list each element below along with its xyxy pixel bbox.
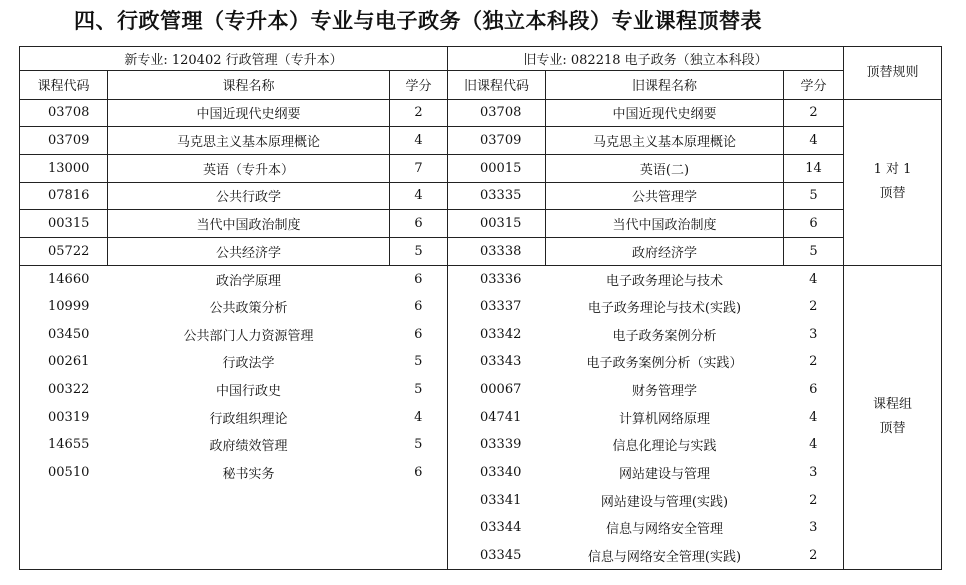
new-course-name: 公共部门人力资源管理 [183,328,314,344]
old-course-credit: 14 [784,154,844,182]
old-course-code: 03344 [448,514,546,542]
old-course-code: 03337 [448,293,546,321]
col-header-new-name: 课程名称 [108,71,390,99]
new-course-credit: 6 [414,326,423,342]
old-course-code: 03709 [448,127,546,155]
new-course-credit: 6 [390,265,448,293]
old-course-code: 03341 [448,486,546,514]
old-course-name: 信息与网络安全管理(实践) [546,542,784,570]
old-course-name: 当代中国政治制度 [546,210,784,238]
new-course-name: 行政法学 [222,356,275,372]
new-course-credit: 4 [414,409,423,425]
old-course-name: 马克思主义基本原理概论 [546,127,784,155]
old-course-credit: 5 [784,237,844,265]
empty-cell [108,542,390,570]
rule-course-group [844,265,942,569]
rule-text: 顶替 [879,186,906,202]
new-course-code: 00315 [20,210,108,238]
new-major-header: 新专业: 120402 行政管理（专升本） [20,47,448,71]
old-course-code: 03345 [448,542,546,570]
new-course-name: 政府绩效管理 [209,439,288,455]
old-course-credit: 6 [784,376,844,404]
new-course-name: 中国行政史 [215,384,281,400]
table-row [20,154,942,182]
table-row [20,127,942,155]
table-row [20,99,942,127]
old-major-header: 旧专业: 082218 电子政务（独立本科段） [448,47,844,71]
empty-cell [390,514,448,542]
new-course-code: 14655 [20,431,108,459]
table-row [20,237,942,265]
col-header-old-code: 旧课程代码 [448,71,546,99]
table-row [20,293,942,321]
old-course-credit: 3 [784,320,844,348]
new-course-credit: 5 [390,237,448,265]
old-course-code: 00315 [448,210,546,238]
new-course-name: 公共经济学 [108,237,390,265]
old-course-name: 政府经济学 [546,237,784,265]
empty-cell [20,514,108,542]
new-course-credit: 6 [414,299,423,315]
old-course-name: 英语(二) [546,154,784,182]
new-course-code: 00319 [20,403,108,431]
new-course-name: 中国近现代史纲要 [108,99,390,127]
new-course-code: 00322 [20,376,108,404]
col-header-old-name: 旧课程名称 [546,71,784,99]
old-course-credit: 3 [784,514,844,542]
new-course-credit: 5 [414,437,423,453]
new-course-code: 00510 [20,459,108,487]
old-course-credit: 4 [784,431,844,459]
table-row [20,514,942,542]
old-course-name: 信息化理论与实践 [612,439,717,455]
new-course-code: 03709 [20,127,108,155]
empty-cell [390,542,448,570]
old-course-code: 03336 [448,265,546,293]
new-course-code: 05722 [20,237,108,265]
table-row [20,542,942,570]
old-course-code: 03339 [448,431,546,459]
old-course-name: 中国近现代史纲要 [546,99,784,127]
new-course-credit: 5 [414,354,423,370]
table-row [20,210,942,238]
new-course-credit: 4 [390,182,448,210]
course-replacement-table [19,46,942,570]
old-course-credit: 2 [784,348,844,376]
rule-header: 顶替规则 [844,47,942,100]
new-course-credit: 7 [390,154,448,182]
old-course-code: 03708 [448,99,546,127]
empty-cell [108,486,390,514]
new-course-code: 03708 [20,99,108,127]
old-course-credit: 2 [784,542,844,570]
old-course-code: 03342 [448,320,546,348]
new-course-name: 行政组织理论 [209,411,288,427]
old-course-credit: 4 [784,403,844,431]
col-header-old-credit: 学分 [784,71,844,99]
new-course-code: 13000 [20,154,108,182]
new-course-name: 秘书实务 [222,467,275,483]
empty-cell [390,486,448,514]
new-course-name: 当代中国政治制度 [108,210,390,238]
rule-text: 1 对 1 [873,162,912,178]
old-course-name: 电子政务案例分析 [612,328,717,344]
old-course-name: 公共管理学 [546,182,784,210]
col-header-new-code: 课程代码 [20,71,108,99]
rule-text: 顶替 [879,421,906,437]
table-row [20,265,942,293]
new-course-name: 英语（专升本） [108,154,390,182]
empty-cell [20,486,108,514]
new-course-name: 政治学原理 [108,265,390,293]
old-course-name: 电子政务理论与技术 [546,265,784,293]
old-course-credit: 4 [784,127,844,155]
table-row [20,320,942,348]
table-row [20,182,942,210]
old-course-name: 网站建设与管理 [618,467,710,483]
old-course-code: 03338 [448,237,546,265]
old-course-code: 03335 [448,182,546,210]
new-course-code: 00261 [20,348,108,376]
table-row [20,459,942,487]
table-row [20,348,942,376]
table-row [20,403,942,431]
new-course-credit: 2 [390,99,448,127]
new-course-name: 马克思主义基本原理概论 [108,127,390,155]
old-course-name: 计算机网络原理 [618,411,710,427]
new-course-name: 公共政策分析 [209,301,288,317]
new-course-credit: 4 [390,127,448,155]
new-course-code: 10999 [20,293,108,321]
old-course-code: 04741 [448,403,546,431]
rule-text: 课程组 [873,397,913,413]
old-course-name: 信息与网络安全管理 [605,522,723,538]
old-course-code: 03340 [448,459,546,487]
old-course-name: 电子政务案例分析（实践） [586,356,743,372]
old-course-name: 财务管理学 [631,384,697,400]
new-course-credit: 6 [390,210,448,238]
old-course-credit: 2 [784,99,844,127]
empty-cell [20,542,108,570]
new-course-code: 03450 [20,320,108,348]
new-course-code: 07816 [20,182,108,210]
old-course-code: 00015 [448,154,546,182]
old-course-credit: 4 [784,265,844,293]
old-course-credit: 6 [784,210,844,238]
page-title: 四、行政管理（专升本）专业与电子政务（独立本科段）专业课程顶替表 [74,9,762,33]
old-course-code: 03343 [448,348,546,376]
old-course-name: 电子政务理论与技术(实践) [587,301,742,317]
rule-one-to-one [844,99,942,265]
old-course-credit: 2 [784,293,844,321]
old-course-credit: 2 [784,486,844,514]
table-row [20,486,942,514]
new-course-code: 14660 [20,265,108,293]
table-row [20,376,942,404]
col-header-new-credit: 学分 [390,71,448,99]
new-course-credit: 6 [414,465,423,481]
old-course-code: 00067 [448,376,546,404]
old-course-credit: 3 [784,459,844,487]
empty-cell [108,514,390,542]
new-course-credit: 5 [414,382,423,398]
table-row [20,431,942,459]
new-course-name: 公共行政学 [108,182,390,210]
old-course-name: 网站建设与管理(实践) [600,494,729,510]
old-course-credit: 5 [784,182,844,210]
